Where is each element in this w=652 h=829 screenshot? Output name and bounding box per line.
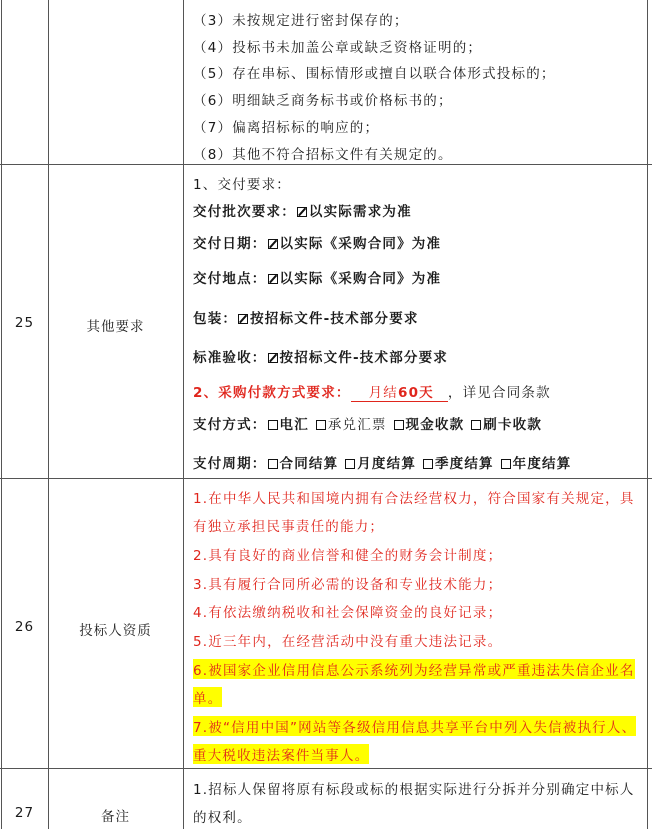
row-number-25: 25 bbox=[14, 315, 35, 331]
list-item: （5）存在串标、围标情形或擅自以联合体形式投标的； bbox=[193, 66, 556, 82]
checked-checkbox-icon bbox=[297, 207, 307, 217]
row-name-remarks: 备注 bbox=[101, 809, 130, 825]
delivery-place-label: 交付地点： bbox=[193, 271, 267, 287]
packaging bbox=[193, 307, 419, 327]
packaging-label: 包装： bbox=[193, 311, 238, 327]
checkbox-icon bbox=[345, 459, 355, 469]
payment-cycles bbox=[193, 452, 571, 472]
payment-cycle-option: 合同结算 bbox=[279, 456, 339, 472]
checked-checkbox-icon bbox=[268, 353, 278, 363]
delivery-place bbox=[193, 267, 441, 287]
qualification-line-highlighted: 重大税收违法案件当事人。 bbox=[193, 744, 369, 764]
payment-cycle-option: 年度结算 bbox=[512, 456, 572, 472]
delivery-batch bbox=[193, 200, 412, 220]
payment-method-option: 现金收款 bbox=[405, 417, 465, 433]
delivery-batch-value: 以实际需求为准 bbox=[308, 204, 412, 220]
acceptance-label: 标准验收： bbox=[193, 350, 267, 366]
acceptance bbox=[193, 346, 448, 366]
checked-checkbox-icon bbox=[268, 274, 278, 284]
payment-cycle-label: 支付周期： bbox=[193, 456, 267, 472]
payment-value-days: 60天 bbox=[398, 385, 434, 401]
checkbox-icon bbox=[268, 459, 278, 469]
list-item: （6）明细缺乏商务标书或价格标书的； bbox=[193, 93, 453, 109]
qualification-line: 1.在中华人民共和国境内拥有合法经营权力，符合国家有关规定，具 bbox=[193, 491, 635, 507]
payment-method-option: 电汇 bbox=[279, 417, 309, 433]
payment-method-option: 刷卡收款 bbox=[483, 417, 543, 433]
payment-cycle-option: 季度结算 bbox=[434, 456, 494, 472]
checkbox-icon bbox=[394, 420, 404, 430]
list-item: （7）偏离招标标的响应的； bbox=[193, 120, 380, 136]
table-border-right bbox=[647, 0, 648, 829]
qualification-line-highlighted: 7.被“信用中国”网站等各级信用信息共享平台中列入失信被执行人、 bbox=[193, 716, 636, 736]
qualification-line: 3.具有履行合同所必需的设备和专业技术能力； bbox=[193, 577, 503, 593]
row-divider-27 bbox=[0, 768, 652, 769]
delivery-batch-label: 交付批次要求： bbox=[193, 204, 296, 220]
payment-prefix: 2、采购付款方式要求： bbox=[193, 385, 351, 401]
row-name-bidder-qualification: 投标人资质 bbox=[79, 623, 152, 639]
delivery-date bbox=[193, 232, 441, 252]
table-divider-no bbox=[48, 0, 49, 829]
delivery-heading: 1、交付要求： bbox=[193, 177, 291, 193]
qualification-line: 有独立承担民事责任的能力； bbox=[193, 519, 385, 535]
payment-value: 月结 bbox=[368, 385, 398, 401]
delivery-date-value: 以实际《采购合同》为准 bbox=[279, 236, 442, 252]
qualification-line-highlighted: 单。 bbox=[193, 687, 222, 707]
payment-suffix: ，详见合同条款 bbox=[447, 385, 551, 401]
checkbox-icon bbox=[423, 459, 433, 469]
checkbox-icon bbox=[471, 420, 481, 430]
payment-cycle-option: 月度结算 bbox=[357, 456, 417, 472]
row-divider-25 bbox=[0, 164, 652, 165]
delivery-place-value: 以实际《采购合同》为准 bbox=[279, 271, 442, 287]
payment-requirement bbox=[193, 381, 551, 402]
list-item: （3）未按规定进行密封保存的； bbox=[193, 13, 409, 29]
payment-method-option: 承兑汇票 bbox=[327, 417, 387, 433]
list-item: （4）投标书未加盖公章或缺乏资格证明的； bbox=[193, 40, 483, 56]
delivery-date-label: 交付日期： bbox=[193, 236, 267, 252]
qualification-line: 4.有依法缴纳税收和社会保障资金的良好记录； bbox=[193, 605, 503, 621]
packaging-value: 按招标文件-技术部分要求 bbox=[250, 311, 419, 327]
checkbox-icon bbox=[268, 420, 278, 430]
table-divider-name bbox=[183, 0, 184, 829]
qualification-line-highlighted: 6.被国家企业信用信息公示系统列为经营异常或严重违法失信企业名 bbox=[193, 659, 635, 679]
payment-methods bbox=[193, 413, 542, 433]
table-border-left bbox=[1, 0, 2, 829]
checked-checkbox-icon bbox=[238, 314, 248, 324]
checked-checkbox-icon bbox=[268, 239, 278, 249]
checkbox-icon bbox=[316, 420, 326, 430]
remarks-line: 1.招标人保留将原有标段或标的根据实际进行分拆并分别确定中标人 bbox=[193, 782, 635, 798]
payment-method-label: 支付方式： bbox=[193, 417, 267, 433]
list-item: （8）其他不符合招标文件有关规定的。 bbox=[193, 147, 453, 163]
row-number-27: 27 bbox=[14, 805, 35, 821]
payment-value-field bbox=[351, 381, 448, 402]
acceptance-value: 按招标文件-技术部分要求 bbox=[279, 350, 449, 366]
checkbox-icon bbox=[501, 459, 511, 469]
qualification-line: 5.近三年内，在经营活动中没有重大违法记录。 bbox=[193, 634, 503, 650]
remarks-line: 的权利。 bbox=[193, 810, 252, 826]
row-name-other-requirements: 其他要求 bbox=[86, 319, 145, 335]
qualification-line: 2.具有良好的商业信誉和健全的财务会计制度； bbox=[193, 548, 503, 564]
row-number-26: 26 bbox=[14, 619, 35, 635]
row-divider-26 bbox=[0, 478, 652, 479]
